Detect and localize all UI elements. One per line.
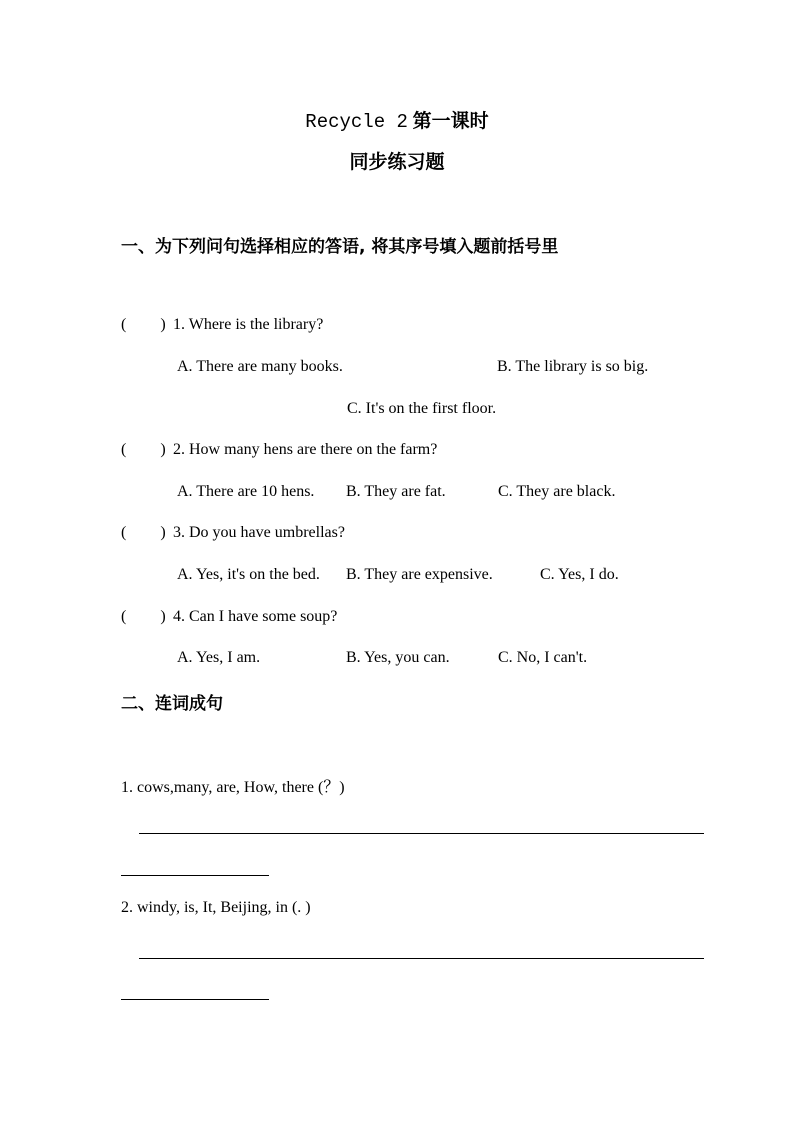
answer-bracket-close[interactable]: )	[160, 524, 166, 541]
question-3-text: 3. Do you have umbrellas?	[173, 524, 345, 541]
q3-option-b: B. They are expensive.	[346, 566, 493, 583]
answer-bracket-close[interactable]: )	[160, 608, 166, 625]
title-prefix: Recycle 2	[305, 111, 408, 133]
reorder-item-1: 1. cows,many, are, How, there (？)	[121, 779, 345, 796]
q4-option-a: A. Yes, I am.	[177, 649, 261, 666]
question-4-text: 4. Can I have some soup?	[173, 608, 338, 625]
answer-line-2b[interactable]	[121, 999, 269, 1000]
question-2	[121, 441, 437, 459]
section2-heading: 二、连词成句	[121, 694, 223, 714]
answer-line-2a[interactable]	[139, 958, 704, 959]
answer-bracket-open[interactable]: (	[121, 316, 127, 333]
q1-option-c: C. It's on the first floor.	[347, 400, 497, 417]
answer-bracket-open[interactable]: (	[121, 524, 127, 541]
answer-line-1b[interactable]	[121, 875, 269, 876]
q1-option-a: A. There are many books.	[177, 358, 343, 375]
page-subtitle: 同步练习题	[349, 151, 445, 173]
q2-option-a: A. There are 10 hens.	[177, 483, 315, 500]
page-title	[0, 106, 794, 133]
q4-option-b: B. Yes, you can.	[346, 649, 450, 666]
answer-bracket-close[interactable]: )	[160, 441, 166, 458]
q2-option-c: C. They are black.	[498, 483, 616, 500]
answer-bracket-open[interactable]: (	[121, 608, 127, 625]
title-suffix: 第一课时	[412, 110, 489, 132]
question-1-text: 1. Where is the library?	[173, 316, 324, 333]
answer-bracket-close[interactable]: )	[160, 316, 166, 333]
q3-option-a: A. Yes, it's on the bed.	[177, 566, 320, 583]
reorder-item-2: 2. windy, is, It, Beijing, in (. )	[121, 899, 311, 916]
question-4	[121, 608, 337, 626]
question-3	[121, 524, 345, 542]
answer-line-1a[interactable]	[139, 833, 704, 834]
q3-option-c: C. Yes, I do.	[540, 566, 619, 583]
answer-bracket-open[interactable]: (	[121, 441, 127, 458]
q1-option-b: B. The library is so big.	[497, 358, 649, 375]
question-1	[121, 316, 323, 334]
q2-option-b: B. They are fat.	[346, 483, 446, 500]
question-2-text: 2. How many hens are there on the farm?	[173, 441, 438, 458]
q4-option-c: C. No, I can't.	[498, 649, 588, 666]
section1-heading: 一、为下列问句选择相应的答语, 将其序号填入题前括号里	[121, 237, 559, 257]
